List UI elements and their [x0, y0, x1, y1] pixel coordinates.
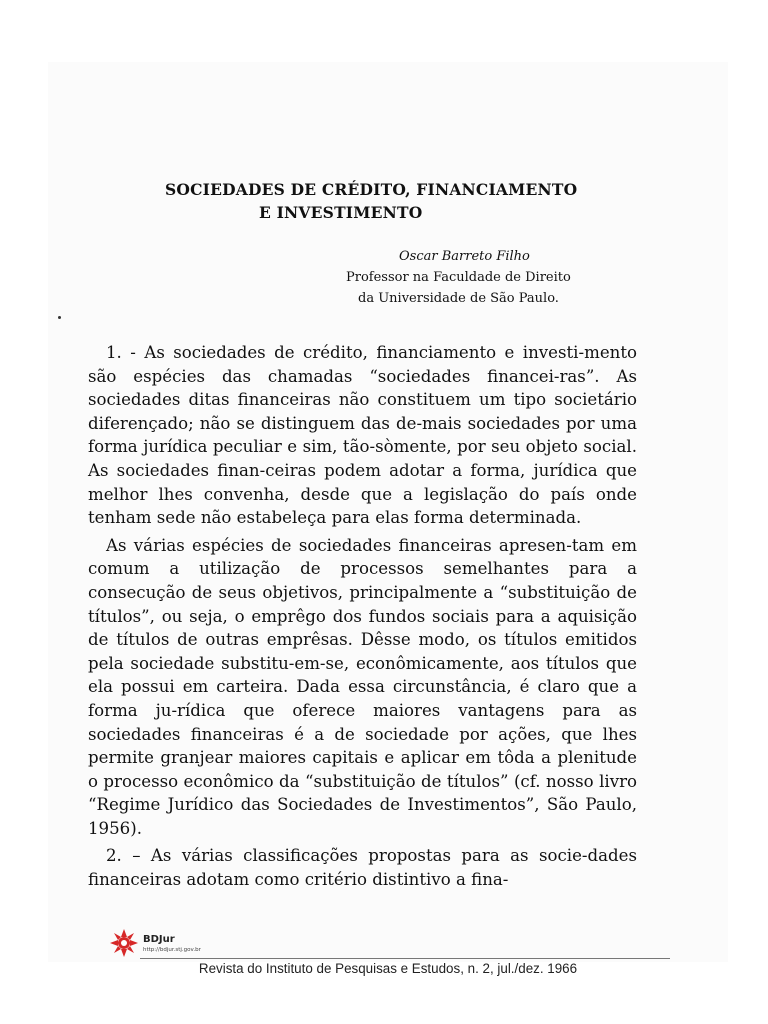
author-affiliation-line-1: Professor na Faculdade de Direito — [346, 270, 571, 285]
title-line-2: E INVESTIMENTO — [259, 203, 423, 222]
footer-divider — [140, 958, 670, 959]
title-line-1: SOCIEDADES DE CRÉDITO, FINANCIAMENTO — [165, 180, 578, 199]
author-name: Oscar Barreto Filho — [399, 249, 530, 264]
footer-citation: Revista do Instituto de Pesquisas e Estudos, n. 2, jul./dez. 1966 — [198, 961, 578, 976]
logo-url: http://bdjur.stj.gov.br — [143, 947, 201, 953]
author-affiliation-line-2: da Universidade de São Paulo. — [358, 291, 559, 306]
article-body — [88, 341, 637, 892]
paragraph: 2. – As várias classificações propostas para as socie-dades financeiras adotam como critério distintivo a fina- — [88, 846, 637, 890]
paragraph: 1. - As sociedades de crédito, financiamento e investi-mento são espécies das chamadas “sociedades financei-ras”. As sociedades ditas financeiras não constituem um tipo societário diferençado; não se distinguem das de-mais sociedades por uma forma jurídica peculiar e sim, tão-sòmente, por seu objeto social. As sociedades finan-ceiras podem adotar a forma, jurídica que melhor lhes convenha, desde que a legislação do país onde tenham sede não estabeleça para elas forma determinada. — [88, 343, 637, 528]
logo-name: BDJur — [143, 934, 175, 945]
paragraph: As várias espécies de sociedades financeiras apresen-tam em comum a utilização de processos semelhantes para a consecução de seus objetivos, principalmente a “substituição de títulos”, ou seja, o emprêgo dos fundos sociais para a aquisição de títulos de outras emprêsas. Dêsse modo, os títulos emitidos pela sociedade substitu-em-se, econômicamente, aos títulos que ela possui em carteira. Dada essa circunstância, é claro que a forma ju-rídica que oferece maiores vantagens para as sociedades financeiras é a de sociedade por ações, que lhes permite granjear maiores capitais e aplicar em tôda a plenitude o processo econômico da “substituição de títulos” (cf. nosso livro “Regime Jurídico das Sociedades de Investimentos”, São Paulo, 1956). — [88, 535, 637, 838]
bdjur-logo-icon — [108, 927, 140, 959]
scan-speck — [58, 316, 61, 319]
